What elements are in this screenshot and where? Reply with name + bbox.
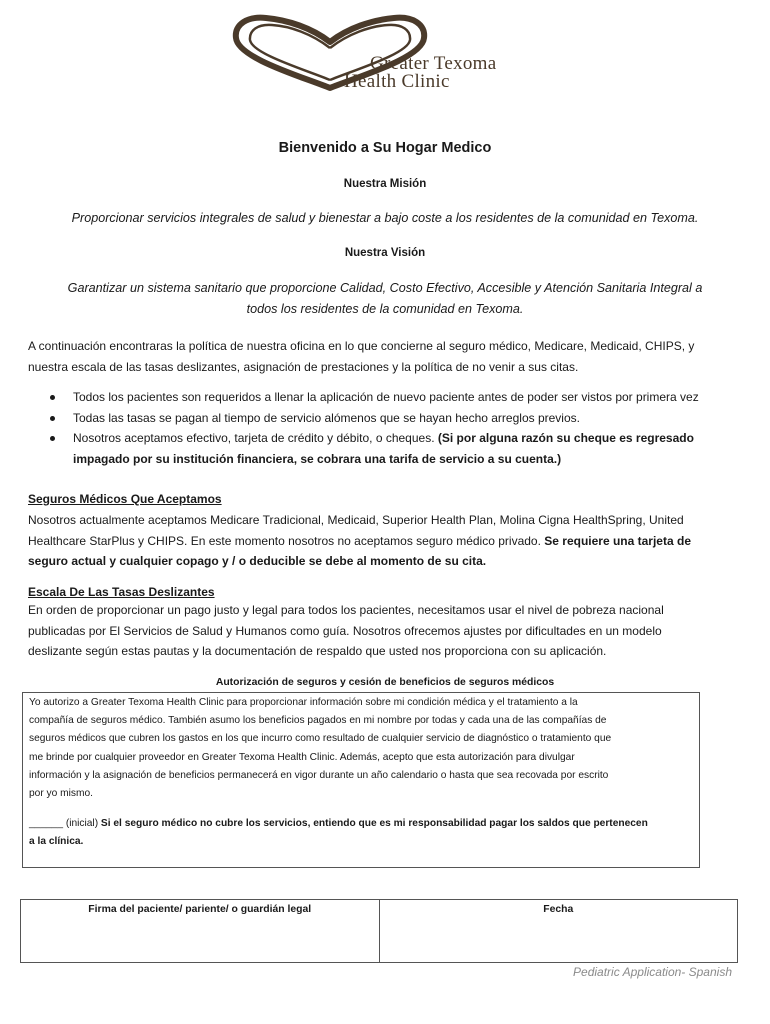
logo-line-2: Health Clinic xyxy=(344,71,450,92)
sliding-scale-paragraph: En orden de proporcionar un pago justo y legal para todos los pacientes, necesitamos usar el nivel de pobreza nacional publicadas por El Servicios de Salud y Humanos como guía. Nosotros ofrecemos ajustes por dificultades en un modelo deslizante según estas pautas y la documentación de respaldo que usted nos proporciona con su aplicación. xyxy=(28,603,664,658)
sliding-scale-heading: Escala De Las Tasas Deslizantes xyxy=(28,585,215,599)
intro-line-1: A continuación encontraras la política de nuestra oficina en lo que concierne al seguro médico, Medicare, Medicaid, CHIPS, y xyxy=(28,339,695,353)
clinic-logo xyxy=(230,14,560,96)
insurance-paragraph: Nosotros actualmente aceptamos Medicare Tradicional, Medicaid, Superior Health Plan, Molina Cigna HealthSpring, United Healthcare StarPlus y CHIPS. En este momento nosotros no aceptamos seguro médico privado. Se requiere una tarjeta de seguro actual y cualquier copago y / o deducible se debe al momento de su cita. xyxy=(28,513,691,568)
authorization-text: Yo autorizo a Greater Texoma Health Clinic para proporcionar información sobre mi condición médica y el tratamiento a la compañía de seguros médico. También asumo los beneficios pagados en mi nombre por todas y cada una de las compañías de seguros médicos que cubren los gastos en los que incurro como resultado de cualquier servicio de diagnóstico o tratamiento que me brinde por cualquier proveedor en Greater Texoma Health Clinic. Además, acepto que esta autorización para divulgar información y la asignación de beneficios permanecerá en vigor durante un año calendario o hasta que sea recovada por escrito por yo mismo. ______ (inicial) Si el seguro médico no cubre los servicios, entiendo que es mi responsabilidad pagar los saldos que pertenecen a la clínica. xyxy=(23,693,699,853)
vision-text-line-1: Garantizar un sistema sanitario que proporcione Calidad, Costo Efectivo, Accesible y Atención Sanitaria Integral a xyxy=(67,281,703,295)
vision-text-line-2: todos los residentes de la comunidad en Texoma. xyxy=(246,302,524,316)
signature-table xyxy=(20,899,738,963)
mission-text: Proporcionar servicios integrales de salud y bienestar a bajo coste a los residentes de la comunidad en Texoma. xyxy=(71,211,699,225)
mission-heading: Nuestra Misión xyxy=(343,178,427,190)
initial-line: ______ (inicial) Si el seguro médico no cubre los servicios, entiendo que es mi responsabilidad pagar los saldos que pertenecen xyxy=(29,818,648,830)
bullet-icon xyxy=(50,395,55,400)
list-item: Nosotros aceptamos efectivo, tarjeta de crédito y débito, o cheques. (Si por alguna razón su cheque es regresado impagado por su institución financiera, se cobrara una tarifa de servicio a su cuenta.) xyxy=(27,428,747,469)
logo-line-1: Greater Texoma xyxy=(370,53,497,74)
list-item: Todas las tasas se pagan al tiempo de servicio alómenos que se hayan hecho arreglos previos. xyxy=(27,408,747,429)
policy-list xyxy=(27,387,747,469)
footer-label: Pediatric Application- Spanish xyxy=(573,965,732,979)
intro-line-2: nuestra escala de las tasas deslizantes, asignación de prestaciones y la política de no venir a sus citas. xyxy=(28,359,579,374)
signature-field[interactable]: Firma del paciente/ pariente/ o guardián legal xyxy=(88,904,312,915)
list-item: Todos los pacientes son requeridos a llenar la aplicación de nuevo paciente antes de poder ser vistos por primera vez xyxy=(27,387,747,408)
bullet-icon xyxy=(50,416,55,421)
authorization-heading: Autorización de seguros y cesión de beneficios de seguros médicos xyxy=(215,677,555,688)
insurance-heading: Seguros Médicos Que Aceptamos xyxy=(28,492,222,506)
date-field[interactable]: Fecha xyxy=(379,900,738,962)
page-title: Bienvenido a Su Hogar Medico xyxy=(278,140,492,156)
bullet-icon xyxy=(50,436,55,441)
intro-paragraph xyxy=(28,336,748,377)
vision-heading: Nuestra Visión xyxy=(344,247,426,259)
authorization-box xyxy=(22,692,700,868)
